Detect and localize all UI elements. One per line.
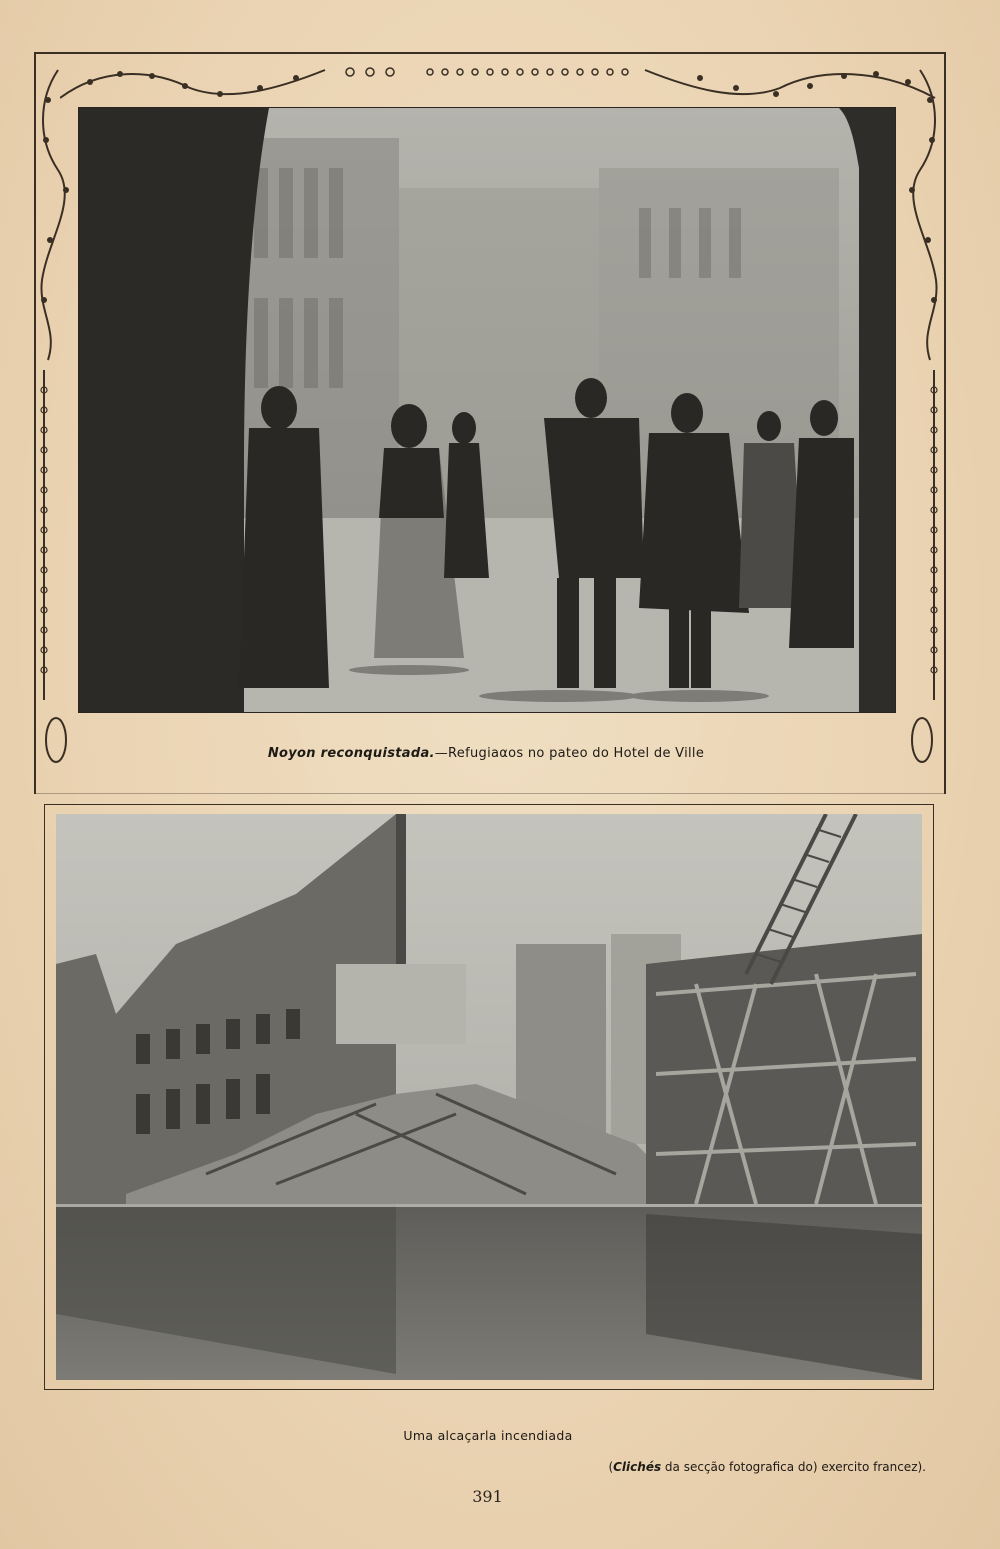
credit-italic: Clichés [613, 1460, 662, 1474]
top-photo-caption [78, 746, 894, 761]
refugees-courtyard-photo [78, 107, 896, 713]
photo-credit [608, 1460, 926, 1474]
photograph-refugees-courtyard-icon [79, 108, 895, 712]
bottom-photo-caption: Uma alcaçarla incendiada [403, 1428, 573, 1443]
caption-lead: Noyon reconquistada. [267, 746, 435, 761]
photograph-burned-building-icon [56, 814, 922, 1380]
page-number: 391 [472, 1487, 503, 1506]
burned-building-photo [56, 814, 922, 1380]
credit-open: ( [608, 1460, 614, 1474]
caption-rest: —Refugiaαos no pateo do Hotel de Ville [434, 746, 705, 761]
vine-right-ornament [890, 60, 950, 790]
credit-rest: da secção fotografica do) exercito francez). [661, 1460, 926, 1474]
laurel-garland-top-ornament [60, 58, 940, 108]
